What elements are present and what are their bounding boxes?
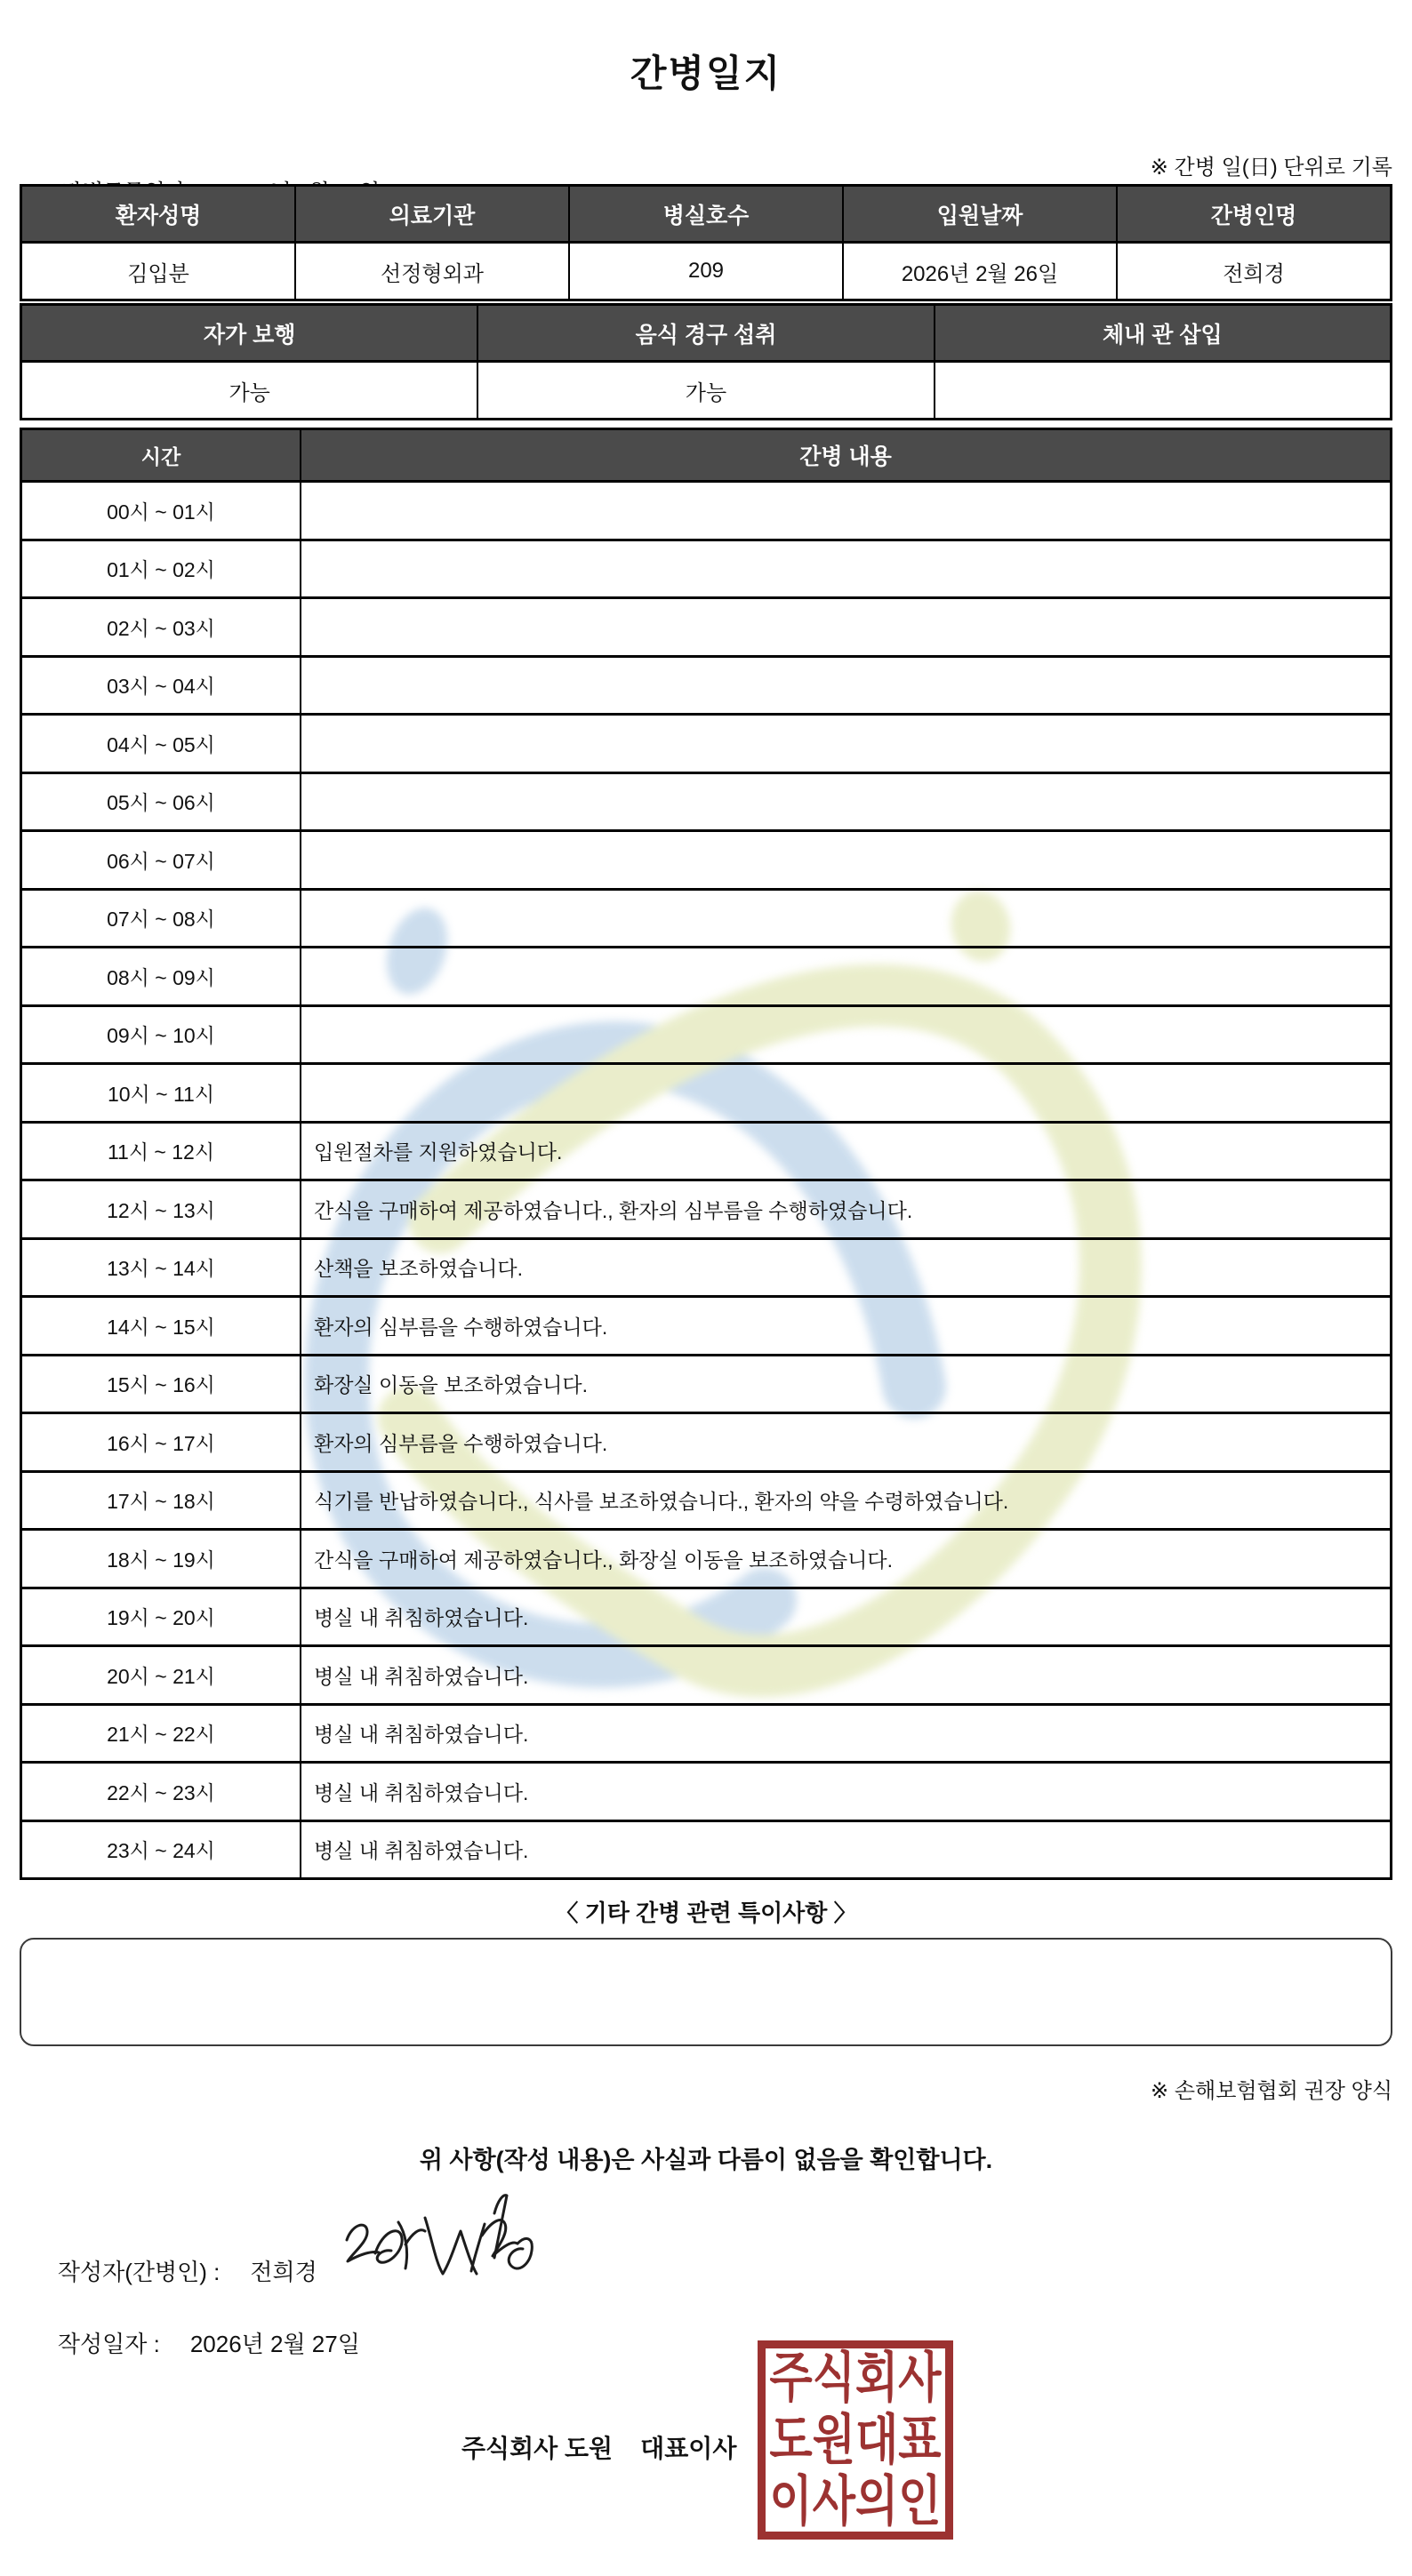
care-content-cell [300,948,1390,1004]
time-cell: 03시 ~ 04시 [107,675,215,699]
stamp-line: 도원대표 [769,2409,942,2470]
log-row [22,1237,1390,1296]
log-row [22,946,1390,1004]
log-row [22,1644,1390,1703]
log-row [22,713,1390,772]
time-cell: 04시 ~ 05시 [107,732,215,756]
log-row [22,1703,1390,1762]
care-content-cell [300,891,1390,947]
patient-header-row [22,187,1390,241]
log-row [22,480,1390,539]
patient-status-table [20,303,1392,420]
header-admission-date: 입원날짜 [842,187,1116,241]
writer-label: 작성자(간병인) : [57,2259,221,2285]
care-content-cell [300,1007,1390,1063]
care-content-cell [300,1065,1390,1121]
care-content-cell: 환자의 심부름을 수행하였습니다. [300,1414,1390,1470]
time-cell: 13시 ~ 14시 [107,1257,215,1281]
time-cell: 21시 ~ 22시 [107,1723,215,1747]
log-row [22,1121,1390,1180]
unit-note: ※ 간병 일(日) 단위로 기록 [1150,156,1392,180]
time-cell: 20시 ~ 21시 [107,1664,215,1688]
time-cell: 02시 ~ 03시 [107,616,215,640]
company-line: 주식회사 도원 대표이사 [461,2435,737,2462]
log-row [22,1062,1390,1121]
status-value-row [22,360,1390,418]
care-content-cell: 병실 내 취침하였습니다. [300,1822,1390,1878]
time-cell: 00시 ~ 01시 [107,500,215,524]
log-row [22,888,1390,947]
care-content-cell: 입원절차를 지원하였습니다. [300,1124,1390,1180]
header-care-content: 간병 내용 [300,430,1390,480]
time-cell: 14시 ~ 15시 [107,1315,215,1339]
value-room-number: 209 [568,244,842,299]
time-cell: 08시 ~ 09시 [107,965,215,989]
log-row [22,1528,1390,1587]
form-note: ※ 손해보험협회 권장 양식 [1151,2079,1392,2103]
time-cell: 09시 ~ 10시 [107,1024,215,1048]
confirmation-text: 위 사항(작성 내용)은 사실과 다름이 없음을 확인합니다. [419,2147,993,2173]
log-row [22,539,1390,597]
care-content-cell: 산책을 보조하였습니다. [300,1240,1390,1296]
value-patient-name: 김입분 [127,261,189,286]
notes-box [20,1938,1392,2046]
notes-heading: 〈 기타 간병 관련 특이사항 〉 [555,1900,857,1926]
stamp-line: 주식회사 [769,2347,942,2409]
time-cell: 19시 ~ 20시 [107,1606,215,1630]
log-row [22,655,1390,714]
care-content-cell: 병실 내 취침하였습니다. [300,1589,1390,1645]
header-time: 시간 [22,430,300,480]
care-content-cell [300,658,1390,714]
time-cell: 12시 ~ 13시 [107,1198,215,1222]
log-row [22,1587,1390,1645]
care-content-cell [300,483,1390,539]
patient-value-row [22,241,1390,299]
time-cell: 01시 ~ 02시 [107,558,215,582]
time-cell: 23시 ~ 24시 [107,1839,215,1863]
patient-info-table [20,184,1392,301]
care-content-cell [300,716,1390,772]
write-date-value: 2026년 2월 27일 [189,2331,360,2357]
log-row [22,1004,1390,1063]
care-content-cell: 식기를 반납하였습니다., 식사를 보조하였습니다., 환자의 약을 수령하였습니다. [300,1473,1390,1529]
header-medical-institution: 의료기관 [294,187,568,241]
stamp-line: 이사의인 [769,2470,942,2532]
time-cell: 07시 ~ 08시 [107,908,215,932]
value-self-walking: 가능 [229,380,270,405]
header-patient-name: 환자성명 [22,187,294,241]
log-row [22,1470,1390,1529]
time-cell: 17시 ~ 18시 [107,1490,215,1514]
log-row [22,1295,1390,1354]
care-content-cell: 병실 내 취침하였습니다. [300,1764,1390,1820]
log-row [22,1354,1390,1412]
log-row [22,1412,1390,1470]
care-content-cell: 간식을 구매하여 제공하였습니다., 화장실 이동을 보조하였습니다. [300,1531,1390,1587]
value-oral-intake: 가능 [477,363,933,418]
value-medical-institution: 선정형외과 [294,244,568,299]
time-cell: 15시 ~ 16시 [107,1373,215,1397]
value-admission-date: 2026년 2월 26일 [842,244,1116,299]
header-oral-intake: 음식 경구 섭취 [477,306,933,360]
care-content-cell: 환자의 심부름을 수행하였습니다. [300,1298,1390,1354]
value-caregiver-name: 전희경 [1116,244,1390,299]
writer-name: 전희경 [250,2259,317,2285]
log-header-row [22,430,1390,480]
log-row [22,829,1390,888]
write-date-label: 작성일자 : [57,2331,160,2357]
care-content-cell [300,599,1390,655]
time-cell: 18시 ~ 19시 [107,1548,215,1572]
header-room-number: 병실호수 [568,187,842,241]
log-row [22,596,1390,655]
value-internal-tube [934,363,1390,418]
time-cell: 11시 ~ 12시 [107,1140,215,1164]
status-header-row [22,306,1390,360]
company-stamp [758,2340,953,2540]
page-title: 간병일지 [630,52,782,94]
time-cell: 05시 ~ 06시 [107,791,215,815]
log-row [22,1820,1390,1878]
care-content-cell: 간식을 구매하여 제공하였습니다., 환자의 심부름을 수행하였습니다. [300,1181,1390,1237]
time-cell: 06시 ~ 07시 [107,849,215,873]
header-caregiver-name: 간병인명 [1116,187,1390,241]
care-content-cell: 병실 내 취침하였습니다. [300,1706,1390,1762]
time-cell: 16시 ~ 17시 [107,1431,215,1455]
care-content-cell [300,774,1390,830]
care-content-cell: 병실 내 취침하였습니다. [300,1647,1390,1703]
log-row [22,1179,1390,1237]
care-log-table [20,428,1392,1880]
care-content-cell [300,541,1390,597]
write-date-line [32,2299,360,2387]
care-content-cell [300,832,1390,888]
caregiver-signature [320,2169,551,2320]
care-content-cell: 화장실 이동을 보조하였습니다. [300,1356,1390,1412]
time-cell: 22시 ~ 23시 [107,1780,215,1804]
log-row [22,772,1390,830]
header-internal-tube: 체내 관 삽입 [934,306,1390,360]
time-cell: 10시 ~ 11시 [107,1082,215,1106]
header-self-walking: 자가 보행 [22,306,477,360]
log-row [22,1761,1390,1820]
